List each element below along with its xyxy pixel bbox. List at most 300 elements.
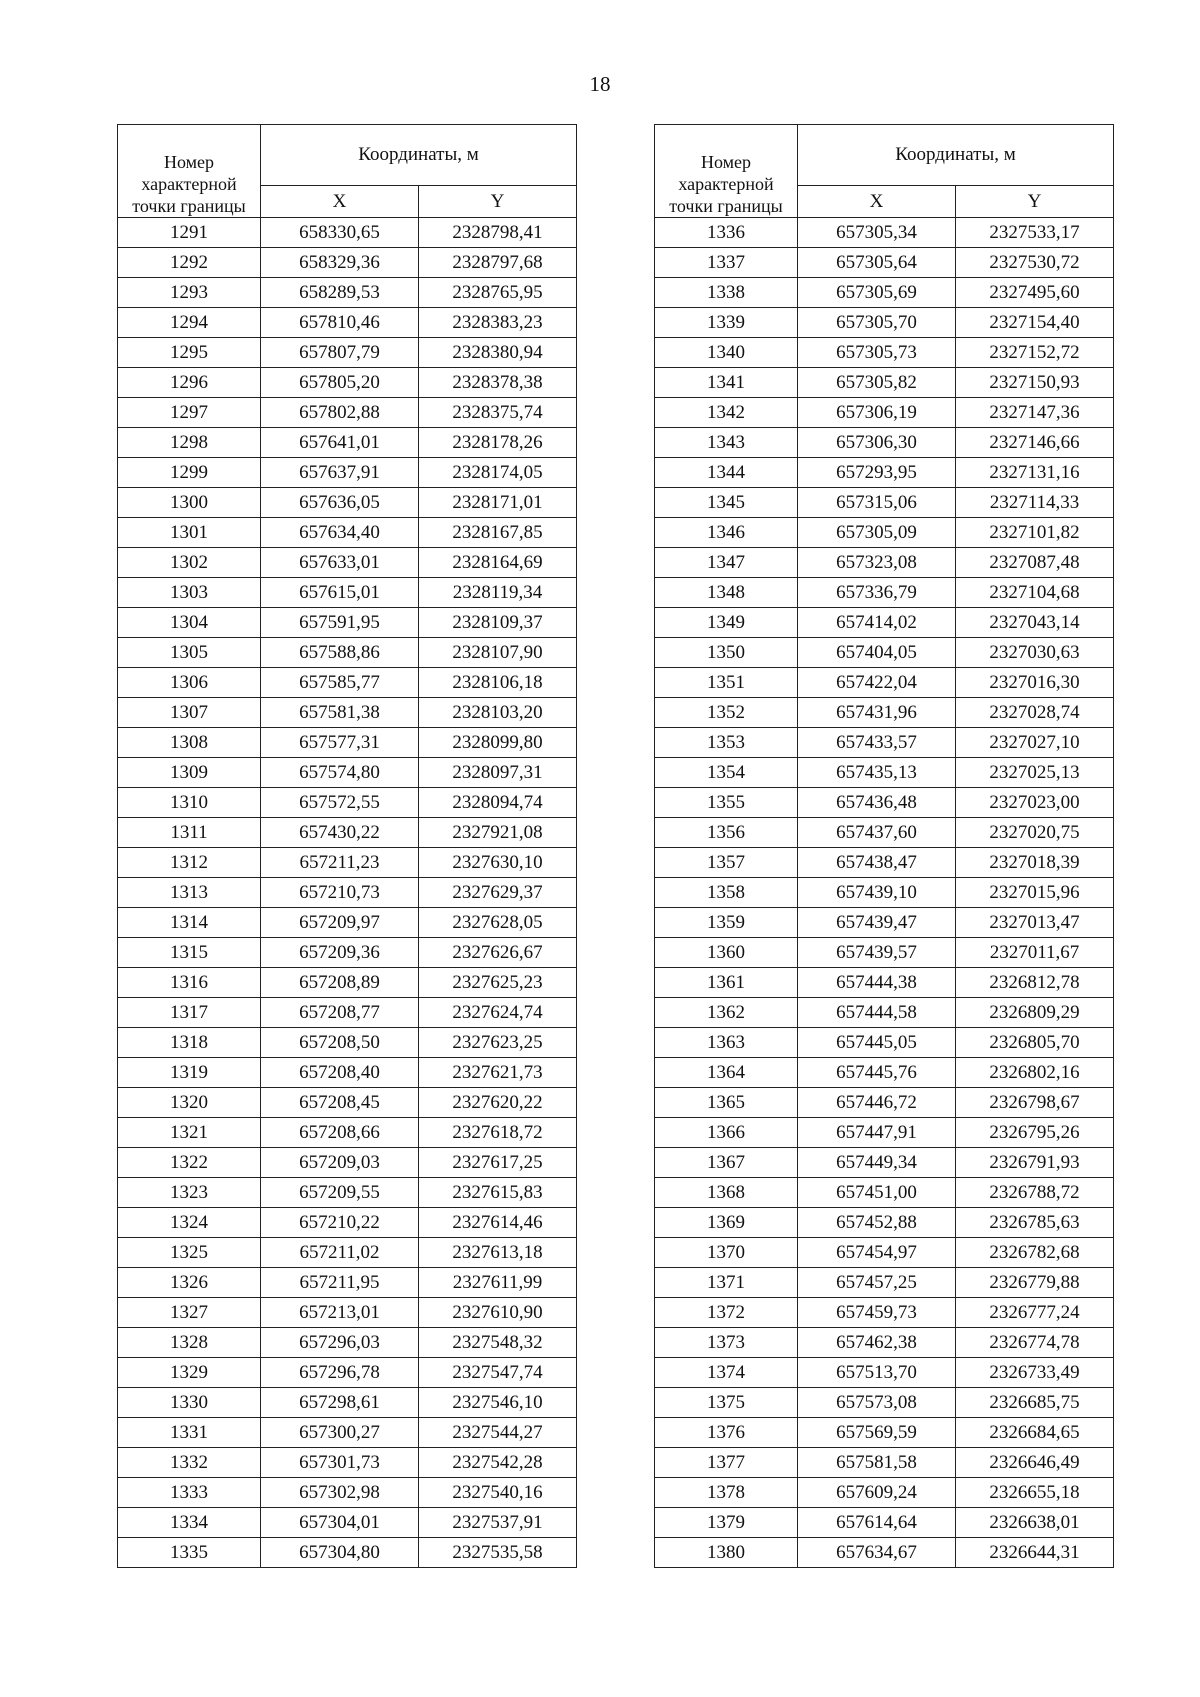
x-coordinate-cell: 657430,22 — [261, 818, 419, 848]
point-number-cell: 1370 — [655, 1238, 798, 1268]
y-coordinate-cell: 2328107,90 — [419, 638, 577, 668]
point-number-cell: 1362 — [655, 998, 798, 1028]
table-body — [118, 218, 577, 1568]
y-coordinate-cell: 2327104,68 — [956, 578, 1114, 608]
table-row — [118, 938, 577, 968]
y-coordinate-cell: 2327540,16 — [419, 1478, 577, 1508]
point-number-cell: 1297 — [118, 398, 261, 428]
table-row — [118, 218, 577, 248]
table-row — [118, 698, 577, 728]
table-row — [118, 788, 577, 818]
point-number-cell: 1378 — [655, 1478, 798, 1508]
x-coordinate-cell: 657304,01 — [261, 1508, 419, 1538]
table-row — [655, 1058, 1114, 1088]
point-number-cell: 1335 — [118, 1538, 261, 1568]
table-row — [118, 428, 577, 458]
y-coordinate-cell: 2326685,75 — [956, 1388, 1114, 1418]
table-row — [118, 818, 577, 848]
x-coordinate-cell: 657439,57 — [798, 938, 956, 968]
x-coordinate-cell: 657211,23 — [261, 848, 419, 878]
x-coordinate-cell: 657305,64 — [798, 248, 956, 278]
y-coordinate-cell: 2326791,93 — [956, 1148, 1114, 1178]
point-number-cell: 1377 — [655, 1448, 798, 1478]
x-coordinate-cell: 657305,73 — [798, 338, 956, 368]
y-coordinate-cell: 2327016,30 — [956, 668, 1114, 698]
point-number-cell: 1329 — [118, 1358, 261, 1388]
point-number-cell: 1314 — [118, 908, 261, 938]
y-coordinate-cell: 2327011,67 — [956, 938, 1114, 968]
y-coordinate-cell: 2328094,74 — [419, 788, 577, 818]
table-row — [655, 608, 1114, 638]
point-number-cell: 1340 — [655, 338, 798, 368]
point-number-cell: 1347 — [655, 548, 798, 578]
point-number-cell: 1302 — [118, 548, 261, 578]
y-coordinate-cell: 2328171,01 — [419, 488, 577, 518]
point-number-cell: 1330 — [118, 1388, 261, 1418]
y-coordinate-cell: 2327617,25 — [419, 1148, 577, 1178]
table-row — [118, 1388, 577, 1418]
x-coordinate-cell: 657572,55 — [261, 788, 419, 818]
table-row — [655, 1328, 1114, 1358]
y-coordinate-cell: 2328378,38 — [419, 368, 577, 398]
x-coordinate-cell: 657431,96 — [798, 698, 956, 728]
x-coordinate-cell: 657459,73 — [798, 1298, 956, 1328]
y-coordinate-cell: 2327015,96 — [956, 878, 1114, 908]
point-number-cell: 1318 — [118, 1028, 261, 1058]
table-row — [655, 278, 1114, 308]
x-coordinate-cell: 657208,77 — [261, 998, 419, 1028]
y-coordinate-cell: 2327537,91 — [419, 1508, 577, 1538]
x-coordinate-cell: 657444,58 — [798, 998, 956, 1028]
x-coordinate-cell: 657305,34 — [798, 218, 956, 248]
y-coordinate-cell: 2326788,72 — [956, 1178, 1114, 1208]
point-number-cell: 1305 — [118, 638, 261, 668]
table-row — [118, 518, 577, 548]
y-coordinate-cell: 2327542,28 — [419, 1448, 577, 1478]
table-row — [118, 1148, 577, 1178]
x-coordinate-cell: 657574,80 — [261, 758, 419, 788]
point-number-cell: 1375 — [655, 1388, 798, 1418]
point-number-cell: 1367 — [655, 1148, 798, 1178]
x-coordinate-cell: 657454,97 — [798, 1238, 956, 1268]
point-number-cell: 1369 — [655, 1208, 798, 1238]
point-number-cell: 1326 — [118, 1268, 261, 1298]
point-number-cell: 1294 — [118, 308, 261, 338]
y-coordinate-cell: 2328164,69 — [419, 548, 577, 578]
point-number-cell: 1292 — [118, 248, 261, 278]
y-coordinate-cell: 2326779,88 — [956, 1268, 1114, 1298]
table-row — [655, 578, 1114, 608]
x-coordinate-cell: 657588,86 — [261, 638, 419, 668]
y-coordinate-cell: 2328798,41 — [419, 218, 577, 248]
x-coordinate-cell: 658289,53 — [261, 278, 419, 308]
table-row — [655, 338, 1114, 368]
x-coordinate-cell: 657437,60 — [798, 818, 956, 848]
point-number-cell: 1333 — [118, 1478, 261, 1508]
table-row — [118, 458, 577, 488]
table-row — [118, 1208, 577, 1238]
point-number-cell: 1331 — [118, 1418, 261, 1448]
y-coordinate-cell: 2326809,29 — [956, 998, 1114, 1028]
y-coordinate-cell: 2328178,26 — [419, 428, 577, 458]
point-number-cell: 1359 — [655, 908, 798, 938]
table-row — [118, 1028, 577, 1058]
header-coordinates: Координаты, м — [798, 125, 1114, 186]
table-row — [118, 1058, 577, 1088]
y-coordinate-cell: 2326655,18 — [956, 1478, 1114, 1508]
y-coordinate-cell: 2326802,16 — [956, 1058, 1114, 1088]
point-number-cell: 1337 — [655, 248, 798, 278]
y-coordinate-cell: 2328106,18 — [419, 668, 577, 698]
x-coordinate-cell: 657636,05 — [261, 488, 419, 518]
point-number-cell: 1336 — [655, 218, 798, 248]
point-number-cell: 1346 — [655, 518, 798, 548]
y-coordinate-cell: 2326644,31 — [956, 1538, 1114, 1568]
point-number-cell: 1379 — [655, 1508, 798, 1538]
y-coordinate-cell: 2328097,31 — [419, 758, 577, 788]
x-coordinate-cell: 658330,65 — [261, 218, 419, 248]
x-coordinate-cell: 657438,47 — [798, 848, 956, 878]
x-coordinate-cell: 657305,70 — [798, 308, 956, 338]
x-coordinate-cell: 657439,47 — [798, 908, 956, 938]
y-coordinate-cell: 2327023,00 — [956, 788, 1114, 818]
point-number-cell: 1353 — [655, 728, 798, 758]
x-coordinate-cell: 657306,30 — [798, 428, 956, 458]
x-coordinate-cell: 657633,01 — [261, 548, 419, 578]
table-row — [118, 848, 577, 878]
point-number-cell: 1357 — [655, 848, 798, 878]
y-coordinate-cell: 2327629,37 — [419, 878, 577, 908]
point-number-cell: 1323 — [118, 1178, 261, 1208]
point-number-cell: 1350 — [655, 638, 798, 668]
y-coordinate-cell: 2327548,32 — [419, 1328, 577, 1358]
x-coordinate-cell: 657452,88 — [798, 1208, 956, 1238]
y-coordinate-cell: 2327147,36 — [956, 398, 1114, 428]
table-row — [118, 278, 577, 308]
y-coordinate-cell: 2328383,23 — [419, 308, 577, 338]
y-coordinate-cell: 2328103,20 — [419, 698, 577, 728]
table-row — [118, 1088, 577, 1118]
y-coordinate-cell: 2327030,63 — [956, 638, 1114, 668]
x-coordinate-cell: 657209,03 — [261, 1148, 419, 1178]
x-coordinate-cell: 657211,95 — [261, 1268, 419, 1298]
point-number-cell: 1360 — [655, 938, 798, 968]
y-coordinate-cell: 2327146,66 — [956, 428, 1114, 458]
table-row — [655, 968, 1114, 998]
y-coordinate-cell: 2327620,22 — [419, 1088, 577, 1118]
point-number-cell: 1317 — [118, 998, 261, 1028]
x-coordinate-cell: 657323,08 — [798, 548, 956, 578]
table-row — [655, 938, 1114, 968]
y-coordinate-cell: 2327626,67 — [419, 938, 577, 968]
x-coordinate-cell: 657609,24 — [798, 1478, 956, 1508]
y-coordinate-cell: 2328380,94 — [419, 338, 577, 368]
x-coordinate-cell: 657805,20 — [261, 368, 419, 398]
y-coordinate-cell: 2327610,90 — [419, 1298, 577, 1328]
x-coordinate-cell: 657585,77 — [261, 668, 419, 698]
point-number-cell: 1365 — [655, 1088, 798, 1118]
x-coordinate-cell: 657298,61 — [261, 1388, 419, 1418]
table-row — [655, 908, 1114, 938]
y-coordinate-cell: 2327621,73 — [419, 1058, 577, 1088]
y-coordinate-cell: 2326812,78 — [956, 968, 1114, 998]
y-coordinate-cell: 2327611,99 — [419, 1268, 577, 1298]
point-number-cell: 1315 — [118, 938, 261, 968]
table-row — [118, 1178, 577, 1208]
x-coordinate-cell: 657581,58 — [798, 1448, 956, 1478]
x-coordinate-cell: 657209,97 — [261, 908, 419, 938]
y-coordinate-cell: 2327625,23 — [419, 968, 577, 998]
point-number-cell: 1328 — [118, 1328, 261, 1358]
table-row — [118, 308, 577, 338]
x-coordinate-cell: 657433,57 — [798, 728, 956, 758]
x-coordinate-cell: 657462,38 — [798, 1328, 956, 1358]
point-number-cell: 1298 — [118, 428, 261, 458]
y-coordinate-cell: 2327921,08 — [419, 818, 577, 848]
x-coordinate-cell: 657209,55 — [261, 1178, 419, 1208]
x-coordinate-cell: 657614,64 — [798, 1508, 956, 1538]
point-number-cell: 1299 — [118, 458, 261, 488]
x-coordinate-cell: 657213,01 — [261, 1298, 419, 1328]
y-coordinate-cell: 2326638,01 — [956, 1508, 1114, 1538]
y-coordinate-cell: 2327630,10 — [419, 848, 577, 878]
y-coordinate-cell: 2327615,83 — [419, 1178, 577, 1208]
table-row — [655, 548, 1114, 578]
table-row — [118, 1298, 577, 1328]
table-row — [655, 428, 1114, 458]
y-coordinate-cell: 2327028,74 — [956, 698, 1114, 728]
table-row — [118, 638, 577, 668]
table-row — [655, 878, 1114, 908]
y-coordinate-cell: 2327533,17 — [956, 218, 1114, 248]
point-number-cell: 1308 — [118, 728, 261, 758]
point-number-cell: 1343 — [655, 428, 798, 458]
table-row — [118, 608, 577, 638]
table-row — [655, 1028, 1114, 1058]
x-coordinate-cell: 657336,79 — [798, 578, 956, 608]
table-row — [118, 1448, 577, 1478]
point-number-cell: 1312 — [118, 848, 261, 878]
point-number-cell: 1334 — [118, 1508, 261, 1538]
x-coordinate-cell: 657641,01 — [261, 428, 419, 458]
x-coordinate-cell: 657302,98 — [261, 1478, 419, 1508]
x-coordinate-cell: 657457,25 — [798, 1268, 956, 1298]
table-row — [655, 398, 1114, 428]
point-number-cell: 1349 — [655, 608, 798, 638]
x-coordinate-cell: 657513,70 — [798, 1358, 956, 1388]
table-row — [655, 488, 1114, 518]
point-number-cell: 1309 — [118, 758, 261, 788]
x-coordinate-cell: 657305,82 — [798, 368, 956, 398]
table-row — [655, 728, 1114, 758]
point-number-cell: 1354 — [655, 758, 798, 788]
y-coordinate-cell: 2327544,27 — [419, 1418, 577, 1448]
x-coordinate-cell: 657634,40 — [261, 518, 419, 548]
x-coordinate-cell: 657449,34 — [798, 1148, 956, 1178]
table-row — [118, 1268, 577, 1298]
x-coordinate-cell: 657210,73 — [261, 878, 419, 908]
point-number-cell: 1355 — [655, 788, 798, 818]
x-coordinate-cell: 657581,38 — [261, 698, 419, 728]
table-row — [655, 1478, 1114, 1508]
point-number-cell: 1296 — [118, 368, 261, 398]
y-coordinate-cell: 2327131,16 — [956, 458, 1114, 488]
y-coordinate-cell: 2326733,49 — [956, 1358, 1114, 1388]
y-coordinate-cell: 2326805,70 — [956, 1028, 1114, 1058]
point-number-cell: 1366 — [655, 1118, 798, 1148]
point-number-cell: 1344 — [655, 458, 798, 488]
point-number-cell: 1310 — [118, 788, 261, 818]
x-coordinate-cell: 657569,59 — [798, 1418, 956, 1448]
x-coordinate-cell: 657404,05 — [798, 638, 956, 668]
point-number-cell: 1306 — [118, 668, 261, 698]
point-number-cell: 1319 — [118, 1058, 261, 1088]
table-row — [655, 1148, 1114, 1178]
point-number-cell: 1339 — [655, 308, 798, 338]
point-number-cell: 1295 — [118, 338, 261, 368]
point-number-cell: 1325 — [118, 1238, 261, 1268]
point-number-cell: 1300 — [118, 488, 261, 518]
table-row — [655, 458, 1114, 488]
point-number-cell: 1304 — [118, 608, 261, 638]
point-number-cell: 1363 — [655, 1028, 798, 1058]
table-row — [655, 1538, 1114, 1568]
x-coordinate-cell: 657208,45 — [261, 1088, 419, 1118]
x-coordinate-cell: 657615,01 — [261, 578, 419, 608]
x-coordinate-cell: 657293,95 — [798, 458, 956, 488]
x-coordinate-cell: 657208,66 — [261, 1118, 419, 1148]
page-number: 18 — [589, 72, 611, 96]
table-row — [655, 1178, 1114, 1208]
y-coordinate-cell: 2326774,78 — [956, 1328, 1114, 1358]
y-coordinate-cell: 2328375,74 — [419, 398, 577, 428]
header-point-number: Номер характерной точки границы — [118, 125, 261, 218]
table-row — [655, 1358, 1114, 1388]
y-coordinate-cell: 2327027,10 — [956, 728, 1114, 758]
point-number-cell: 1373 — [655, 1328, 798, 1358]
table-row — [655, 818, 1114, 848]
x-coordinate-cell: 657208,50 — [261, 1028, 419, 1058]
y-coordinate-cell: 2327101,82 — [956, 518, 1114, 548]
y-coordinate-cell: 2328099,80 — [419, 728, 577, 758]
table-row — [655, 668, 1114, 698]
table-row — [118, 1478, 577, 1508]
table-row — [655, 1268, 1114, 1298]
table-row — [118, 668, 577, 698]
point-number-cell: 1332 — [118, 1448, 261, 1478]
y-coordinate-cell: 2327535,58 — [419, 1538, 577, 1568]
y-coordinate-cell: 2327628,05 — [419, 908, 577, 938]
y-coordinate-cell: 2326782,68 — [956, 1238, 1114, 1268]
y-coordinate-cell: 2326785,63 — [956, 1208, 1114, 1238]
table-row — [655, 638, 1114, 668]
table-row — [118, 548, 577, 578]
table-row — [118, 1328, 577, 1358]
table-row — [118, 878, 577, 908]
table-row — [655, 1088, 1114, 1118]
x-coordinate-cell: 657305,09 — [798, 518, 956, 548]
point-number-cell: 1303 — [118, 578, 261, 608]
y-coordinate-cell: 2327013,47 — [956, 908, 1114, 938]
x-coordinate-cell: 657807,79 — [261, 338, 419, 368]
y-coordinate-cell: 2327114,33 — [956, 488, 1114, 518]
point-number-cell: 1320 — [118, 1088, 261, 1118]
y-coordinate-cell: 2328119,34 — [419, 578, 577, 608]
point-number-cell: 1372 — [655, 1298, 798, 1328]
point-number-cell: 1327 — [118, 1298, 261, 1328]
point-number-cell: 1361 — [655, 968, 798, 998]
y-coordinate-cell: 2327623,25 — [419, 1028, 577, 1058]
x-coordinate-cell: 657444,38 — [798, 968, 956, 998]
x-coordinate-cell: 657810,46 — [261, 308, 419, 338]
table-row — [655, 1508, 1114, 1538]
table-row — [655, 1388, 1114, 1418]
header-x: X — [261, 186, 419, 218]
y-coordinate-cell: 2327154,40 — [956, 308, 1114, 338]
table-row — [118, 998, 577, 1028]
y-coordinate-cell: 2327495,60 — [956, 278, 1114, 308]
y-coordinate-cell: 2328765,95 — [419, 278, 577, 308]
table-row — [655, 368, 1114, 398]
table-row — [118, 1418, 577, 1448]
x-coordinate-cell: 657305,69 — [798, 278, 956, 308]
table-row — [655, 218, 1114, 248]
point-number-cell: 1307 — [118, 698, 261, 728]
table-row — [118, 578, 577, 608]
x-coordinate-cell: 657414,02 — [798, 608, 956, 638]
x-coordinate-cell: 657446,72 — [798, 1088, 956, 1118]
table-row — [655, 1208, 1114, 1238]
y-coordinate-cell: 2327530,72 — [956, 248, 1114, 278]
y-coordinate-cell: 2327043,14 — [956, 608, 1114, 638]
point-number-cell: 1291 — [118, 218, 261, 248]
x-coordinate-cell: 657209,36 — [261, 938, 419, 968]
header-x: X — [798, 186, 956, 218]
point-number-cell: 1316 — [118, 968, 261, 998]
table-row — [118, 728, 577, 758]
point-number-cell: 1345 — [655, 488, 798, 518]
table-row — [118, 488, 577, 518]
y-coordinate-cell: 2327614,46 — [419, 1208, 577, 1238]
coordinates-table-left — [117, 124, 577, 1568]
x-coordinate-cell: 657591,95 — [261, 608, 419, 638]
point-number-cell: 1352 — [655, 698, 798, 728]
point-number-cell: 1324 — [118, 1208, 261, 1238]
point-number-cell: 1380 — [655, 1538, 798, 1568]
table-row — [655, 1118, 1114, 1148]
y-coordinate-cell: 2327624,74 — [419, 998, 577, 1028]
y-coordinate-cell: 2326795,26 — [956, 1118, 1114, 1148]
x-coordinate-cell: 657802,88 — [261, 398, 419, 428]
x-coordinate-cell: 657296,03 — [261, 1328, 419, 1358]
point-number-cell: 1338 — [655, 278, 798, 308]
table-row — [118, 908, 577, 938]
y-coordinate-cell: 2326684,65 — [956, 1418, 1114, 1448]
point-number-cell: 1358 — [655, 878, 798, 908]
x-coordinate-cell: 657451,00 — [798, 1178, 956, 1208]
table-row — [118, 338, 577, 368]
x-coordinate-cell: 657304,80 — [261, 1538, 419, 1568]
y-coordinate-cell: 2327546,10 — [419, 1388, 577, 1418]
table-row — [655, 758, 1114, 788]
table-row — [118, 1118, 577, 1148]
x-coordinate-cell: 657300,27 — [261, 1418, 419, 1448]
point-number-cell: 1311 — [118, 818, 261, 848]
point-number-cell: 1322 — [118, 1148, 261, 1178]
x-coordinate-cell: 657445,05 — [798, 1028, 956, 1058]
point-number-cell: 1293 — [118, 278, 261, 308]
y-coordinate-cell: 2327150,93 — [956, 368, 1114, 398]
